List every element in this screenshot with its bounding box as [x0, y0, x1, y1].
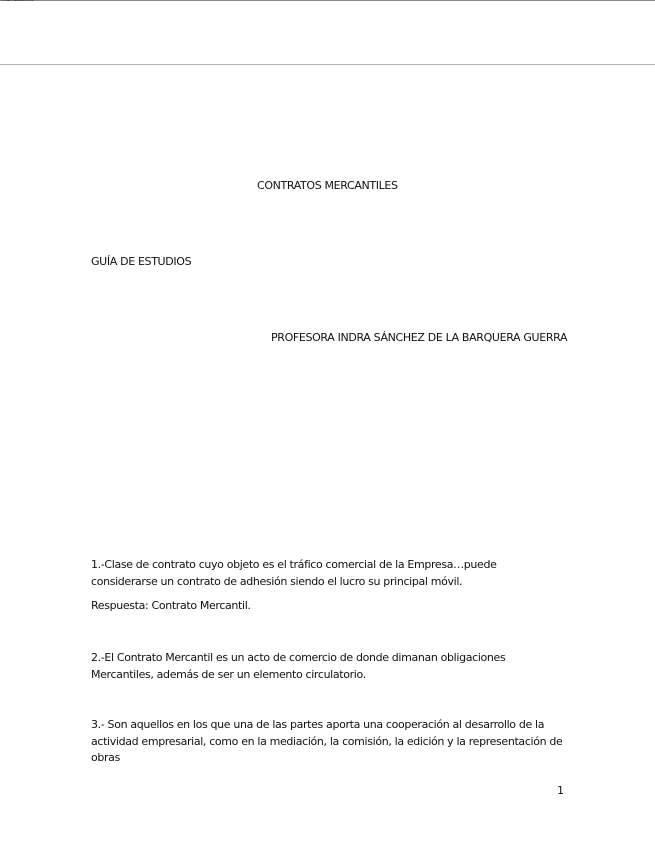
question-3-line-3: obras [91, 751, 120, 764]
question-3 [91, 717, 569, 767]
header-tiny-text: CONTRATOS MERCANTILES GUIA [1, 0, 34, 2]
question-1-line-2: considerarse un contrato de adhesión siendo el lucro su principal móvil. [91, 574, 463, 588]
page-number: 1 [557, 784, 564, 797]
answer-1-text: Respuesta: Contrato Mercantil. [91, 599, 251, 612]
document-title: CONTRATOS MERCANTILES [257, 179, 398, 192]
question-3-line-1: 3.- Son aquellos en los que una de las partes aporta una cooperación al desarrollo de la [91, 718, 545, 731]
question-3-line-2: actividad empresarial, como en la mediación, la comisión, la edición y la representación de [91, 734, 563, 748]
question-2-line-1: 2.-El Contrato Mercantil es un acto de comercio de donde dimanan obligaciones [91, 651, 506, 664]
question-1-line-1: 1.-Clase de contrato cuyo objeto es el tráfico comercial de la Empresa…puede [91, 558, 497, 571]
question-1 [91, 557, 569, 590]
document-author: PROFESORA INDRA SÁNCHEZ DE LA BARQUERA GUERRA [271, 331, 568, 344]
question-2-line-2: Mercantiles, además de ser un elemento circulatorio. [91, 667, 366, 681]
question-2 [91, 650, 569, 683]
header-rule [0, 64, 655, 65]
page-top-border [0, 0, 655, 1]
answer-1 [91, 598, 569, 615]
document-subtitle: GUÍA DE ESTUDIOS [91, 255, 192, 268]
